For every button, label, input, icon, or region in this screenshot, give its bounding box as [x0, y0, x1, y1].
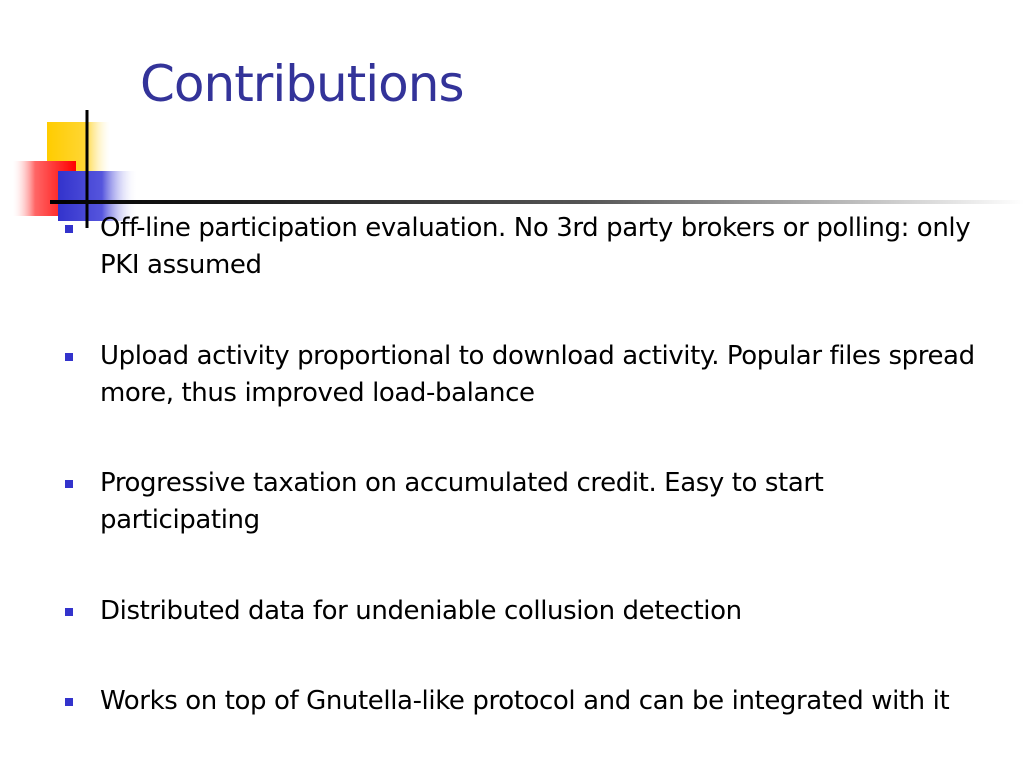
- bullet-list: [62, 210, 982, 768]
- bullet-text: Distributed data for undeniable collusion detection: [100, 595, 742, 626]
- bullet-item: [62, 338, 982, 412]
- bullet-square-icon: [65, 353, 73, 361]
- bullet-text: Progressive taxation on accumulated credit. Easy to start participating: [100, 468, 824, 535]
- bullet-square-icon: [65, 225, 73, 233]
- bullet-item: [62, 683, 982, 720]
- decor-horizontal-rule: [50, 200, 1024, 204]
- bullet-text: Upload activity proportional to download activity. Popular files spread more, thus improved load-balance: [100, 340, 975, 408]
- bullet-item: [62, 593, 982, 630]
- bullet-text: Works on top of Gnutella-like protocol and can be integrated with it: [100, 686, 950, 716]
- slide-title: Contributions: [140, 55, 464, 113]
- bullet-text: Off-line participation evaluation. No 3rd party brokers or polling: only PKI assumed: [100, 213, 971, 280]
- bullet-item: [62, 210, 982, 284]
- bullet-square-icon: [65, 608, 73, 616]
- bullet-square-icon: [65, 698, 73, 706]
- bullet-square-icon: [65, 480, 73, 488]
- bullet-item: [62, 465, 982, 539]
